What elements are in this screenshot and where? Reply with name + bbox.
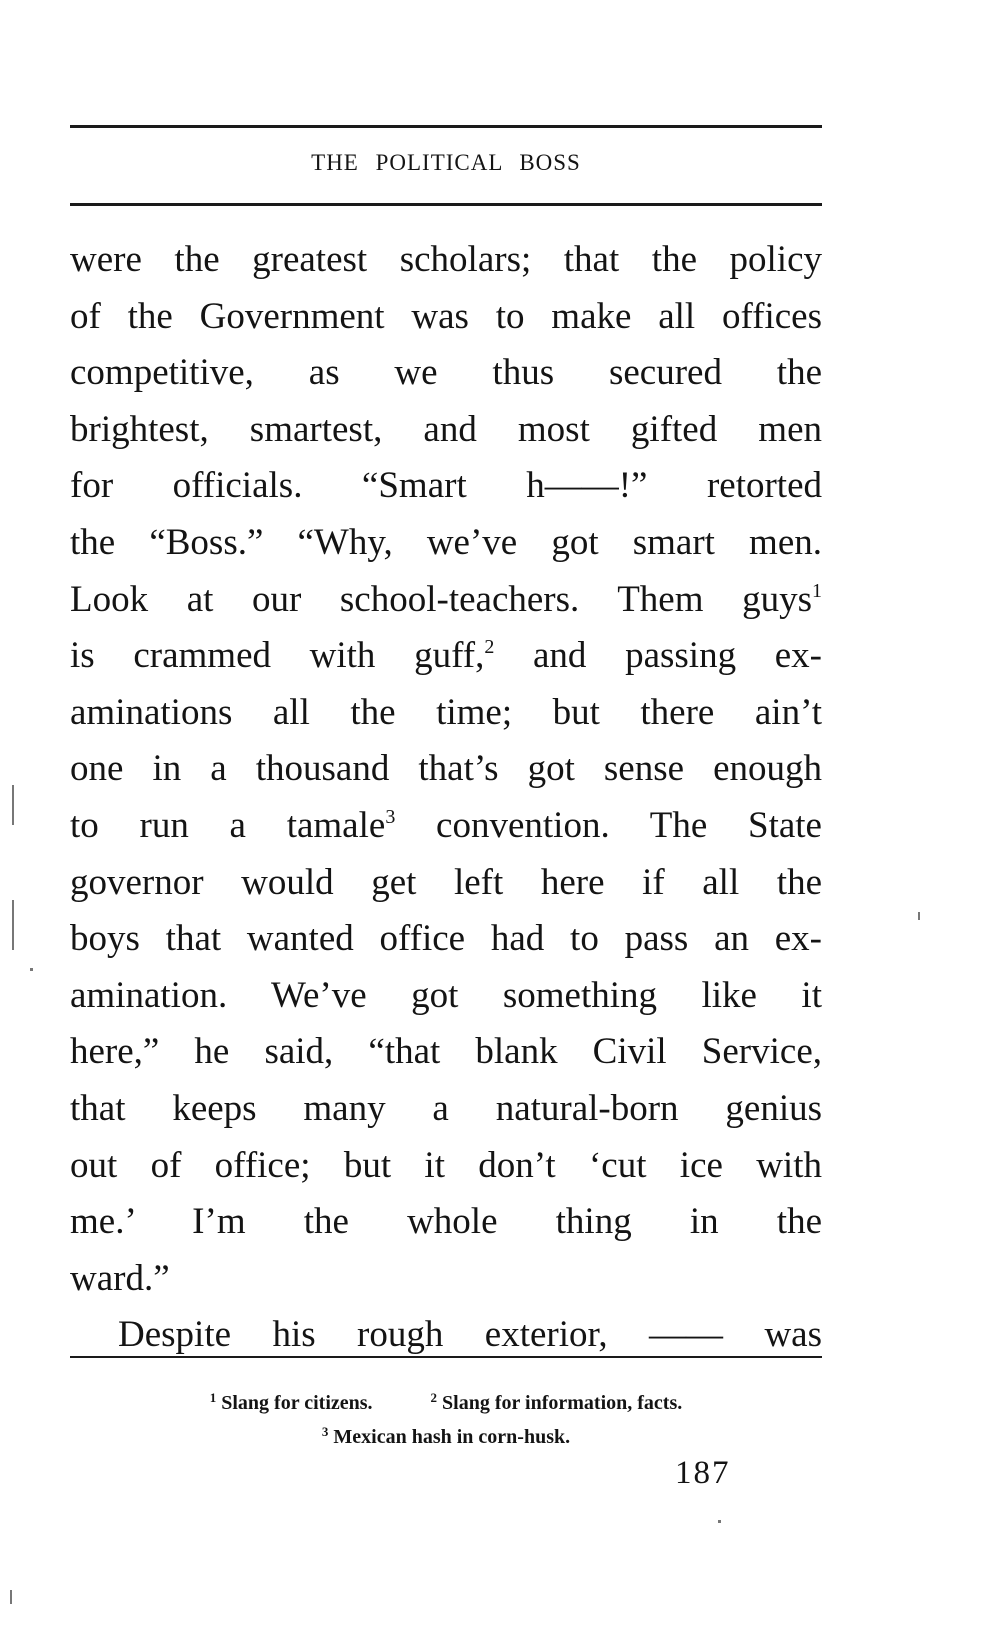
footnote-rule: [70, 1356, 822, 1358]
text-line-6: the “Boss.” “Why, we’ve got smart men.: [70, 521, 822, 563]
body-text: [70, 232, 822, 1364]
text-line-11: to run a tamale$^3$ convention. The State: [70, 804, 822, 846]
text-line-8-text: is crammed with guff,$^2$ and passing ex-: [70, 635, 822, 677]
text-line-12: governor would get left here if all the: [70, 861, 822, 903]
footnote-row-1: [70, 1386, 822, 1420]
text-line-7: [70, 572, 822, 629]
scan-mark: [10, 1590, 12, 1604]
scan-mark: [12, 785, 14, 825]
running-head: THE POLITICAL BOSS: [311, 150, 581, 175]
text-line-16: that keeps many a natural-born genius: [70, 1087, 822, 1129]
text-line-17: out of office; but it don’t ‘cut ice with: [70, 1144, 822, 1186]
footnote-marker-1: 1: [209, 1390, 217, 1405]
note-ref-1: 1: [812, 579, 822, 602]
text-line-18: me.’ I’m the whole thing in the: [70, 1201, 822, 1243]
footnote-text-3: Mexican hash in corn-husk.: [333, 1426, 571, 1448]
scan-mark: [12, 900, 14, 950]
footnote-text-2: Slang for information, facts.: [442, 1392, 683, 1414]
text-line-2: of the Government was to make all offices: [70, 295, 822, 337]
text-line-4: brightest, smartest, and most gifted men: [70, 408, 822, 450]
header-bottom-rule: [70, 203, 822, 206]
footnote-row-2: [70, 1420, 822, 1454]
scan-mark: [718, 1520, 721, 1523]
scan-mark: [30, 968, 33, 971]
text-line-19: ward.”: [70, 1257, 170, 1299]
scan-mark: [918, 912, 920, 920]
text-line-13: boys that wanted office had to pass an ex-: [70, 918, 822, 960]
text-line-7-text: Look at our school-teachers. Them guys: [70, 578, 812, 620]
footnote-marker-3: 3: [321, 1424, 329, 1439]
text-line-1: were the greatest scholars; that the policy: [70, 239, 822, 280]
page-number: 187: [675, 1455, 731, 1491]
text-line-3: competitive, as we thus secured the: [70, 352, 822, 394]
text-line-14: amination. We’ve got something like it: [70, 974, 822, 1016]
text-line-20: Despite his rough exterior, —— was: [118, 1314, 822, 1356]
footnote-text-1: Slang for citizens.: [221, 1392, 373, 1414]
text-line-10: one in a thousand that’s got sense enough: [70, 748, 822, 790]
note-ref-2: 2: [484, 636, 495, 659]
header-top-rule: [70, 125, 822, 128]
text-line-15: here,” he said, “that blank Civil Service,: [70, 1031, 822, 1073]
text-line-9: aminations all the time; but there ain’t: [70, 691, 822, 733]
text-line-8: [70, 628, 822, 685]
footnote-marker-2: 2: [430, 1390, 438, 1405]
note-ref-3: 3: [385, 805, 396, 828]
footnotes: [70, 1386, 822, 1454]
text-line-5: for officials. “Smart h——!” retorted: [70, 465, 822, 507]
